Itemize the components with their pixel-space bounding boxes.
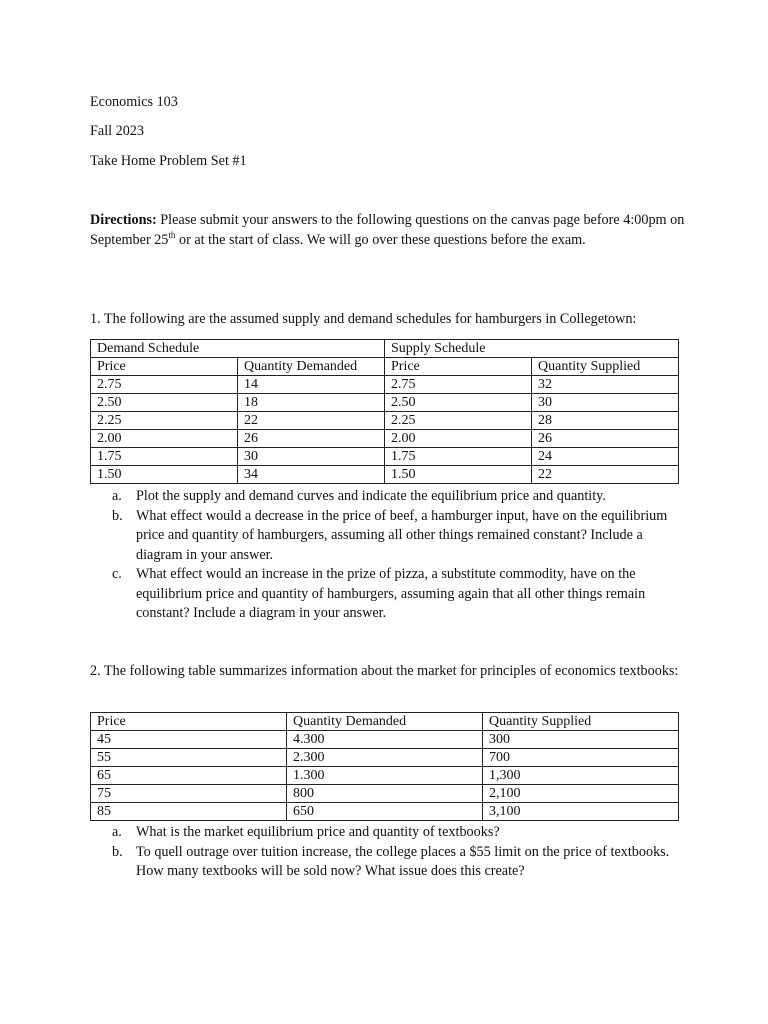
- table-cell: 18: [238, 394, 385, 412]
- course-term: Fall 2023: [90, 123, 144, 139]
- table-row: [91, 466, 679, 484]
- table-cell: 300: [483, 731, 679, 749]
- table-cell: 650: [287, 803, 483, 821]
- table-cell: 2.00: [385, 430, 532, 448]
- list-marker: c.: [112, 566, 122, 582]
- table-cell: 45: [91, 731, 287, 749]
- list-item: [90, 507, 690, 566]
- supply-schedule-title: Supply Schedule: [385, 340, 679, 358]
- list-item-text: To quell outrage over tuition increase, the college places a $55 limit on the price of textbooks. How many textbooks will be sold now? What issue does this create?: [136, 843, 670, 879]
- table-cell: 55: [91, 749, 287, 767]
- table-cell: 75: [91, 785, 287, 803]
- directions-text-1: Please submit your answers to the following questions on the canvas page before 4:00pm on September 25: [90, 212, 685, 248]
- table-header-row: [91, 713, 679, 731]
- table-cell: 24: [532, 448, 679, 466]
- column-header: Price: [385, 358, 532, 376]
- demand-schedule-title: Demand Schedule: [91, 340, 385, 358]
- column-header: Quantity Supplied: [483, 713, 679, 731]
- question-1-prompt: 1. The following are the assumed supply and demand schedules for hamburgers in Collegetown:: [90, 311, 637, 327]
- table-cell: 3,100: [483, 803, 679, 821]
- table-cell: 14: [238, 376, 385, 394]
- table-row: [91, 394, 679, 412]
- table-cell: 1.50: [91, 466, 238, 484]
- table-cell: 4.300: [287, 731, 483, 749]
- table-cell: 32: [532, 376, 679, 394]
- table-cell: 1.75: [91, 448, 238, 466]
- table-cell: 2.50: [91, 394, 238, 412]
- table-cell: 1,300: [483, 767, 679, 785]
- table-row: [91, 767, 679, 785]
- column-header: Price: [91, 358, 238, 376]
- table-row: [91, 749, 679, 767]
- table-cell: 34: [238, 466, 385, 484]
- table-header-group-row: [91, 340, 679, 358]
- list-item-text: What effect would an increase in the prize of pizza, a substitute commodity, have on the equilibrium price and quantity of hamburgers, assuming again that all other things remain constant? Include a diagram in your answer.: [136, 566, 646, 621]
- list-item: [90, 487, 690, 507]
- table-cell: 65: [91, 767, 287, 785]
- table-row: [91, 412, 679, 430]
- table-header-row: [91, 358, 679, 376]
- list-item-text: What effect would a decrease in the price of beef, a hamburger input, have on the equilibrium price and quantity of hamburgers, assuming all other things remained constant? Include a diagram in your answer.: [136, 507, 668, 563]
- table-row: [91, 448, 679, 466]
- column-header: Price: [91, 713, 287, 731]
- list-item: [90, 843, 690, 882]
- table-cell: 2,100: [483, 785, 679, 803]
- table-cell: 22: [238, 412, 385, 430]
- directions-superscript: th: [168, 229, 176, 240]
- table-cell: 28: [532, 412, 679, 430]
- list-marker: a.: [112, 488, 122, 504]
- table-cell: 22: [532, 466, 679, 484]
- column-header: Quantity Demanded: [238, 358, 385, 376]
- table-cell: 800: [287, 785, 483, 803]
- directions-paragraph: [90, 211, 690, 250]
- list-marker: a.: [112, 824, 122, 840]
- question-2-subquestions: [90, 823, 690, 882]
- table-cell: 2.75: [91, 376, 238, 394]
- table-cell: 1.300: [287, 767, 483, 785]
- list-marker: b.: [112, 507, 123, 524]
- table-row: [91, 785, 679, 803]
- list-item: [90, 823, 690, 843]
- list-item-text: What is the market equilibrium price and quantity of textbooks?: [136, 824, 500, 840]
- table-cell: 30: [532, 394, 679, 412]
- table-cell: 26: [532, 430, 679, 448]
- list-item: [90, 565, 690, 624]
- table-cell: 1.50: [385, 466, 532, 484]
- table-cell: 1.75: [385, 448, 532, 466]
- question-1-subquestions: [90, 487, 690, 624]
- list-item-text: Plot the supply and demand curves and indicate the equilibrium price and quantity.: [136, 488, 606, 504]
- table-row: [91, 430, 679, 448]
- column-header: Quantity Demanded: [287, 713, 483, 731]
- table-cell: 2.25: [91, 412, 238, 430]
- table-cell: 30: [238, 448, 385, 466]
- table-row: [91, 731, 679, 749]
- document-title: Take Home Problem Set #1: [90, 153, 247, 169]
- textbook-market-table: [90, 712, 679, 821]
- directions-label: Directions:: [90, 212, 157, 228]
- table-cell: 2.300: [287, 749, 483, 767]
- table-cell: 2.00: [91, 430, 238, 448]
- table-cell: 2.50: [385, 394, 532, 412]
- course-name: Economics 103: [90, 94, 178, 110]
- table-cell: 26: [238, 430, 385, 448]
- schedule-table: [90, 339, 679, 484]
- question-2-prompt: 2. The following table summarizes information about the market for principles of economics textbooks:: [90, 663, 679, 679]
- table-cell: 700: [483, 749, 679, 767]
- table-cell: 85: [91, 803, 287, 821]
- directions-text-2: or at the start of class. We will go over these questions before the exam.: [175, 231, 586, 248]
- table-row: [91, 803, 679, 821]
- column-header: Quantity Supplied: [532, 358, 679, 376]
- list-marker: b.: [112, 843, 123, 860]
- table-cell: 2.25: [385, 412, 532, 430]
- table-row: [91, 376, 679, 394]
- table-cell: 2.75: [385, 376, 532, 394]
